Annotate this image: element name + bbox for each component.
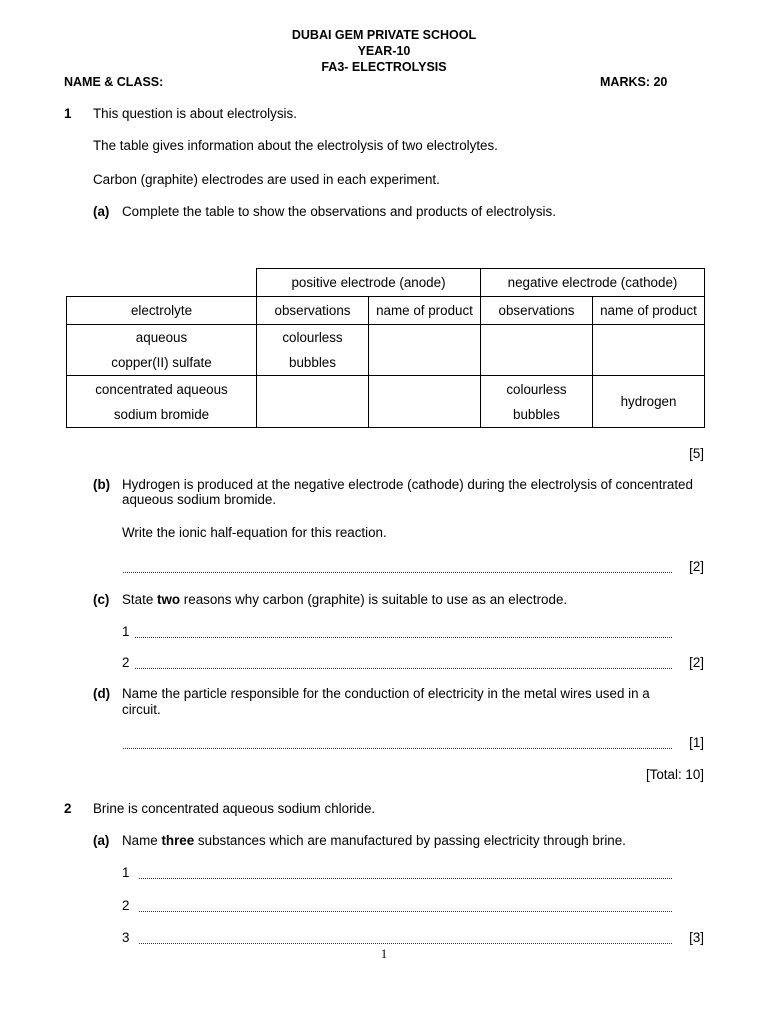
q1d-label: (d) (93, 686, 111, 701)
q1d-mark: [1] (689, 735, 704, 750)
page-number: 1 (380, 947, 388, 961)
electrolyte-line: aqueous (135, 330, 188, 345)
q1c-line-number-1: 1 (122, 624, 130, 639)
observation-line: colourless (282, 330, 343, 345)
question-2-number: 2 (64, 801, 72, 816)
q1-intro: This question is about electrolysis. (93, 106, 297, 121)
q2a-answer-line-2[interactable] (139, 911, 672, 912)
q1b-label: (b) (93, 477, 111, 492)
q1d-answer-line[interactable] (123, 748, 672, 749)
q2a-line-number-2: 2 (122, 898, 130, 913)
table-row (67, 325, 705, 376)
q1c-text-emphasis: two (157, 592, 181, 607)
electrolyte-cell (67, 376, 257, 428)
q2a-line-number-3: 3 (122, 930, 130, 945)
cathode-observation-cell (481, 376, 593, 428)
observation-line: bubbles (513, 406, 560, 422)
anode-header: positive electrode (anode) (257, 269, 481, 297)
col-anode-observations: observations (257, 297, 369, 325)
q1b-answer-line[interactable] (123, 572, 672, 573)
q2-intro: Brine is concentrated aqueous sodium chloride. (93, 801, 376, 816)
q1c-text-post: reasons why carbon (graphite) is suitable to use as an electrode. (180, 592, 568, 607)
year-heading: YEAR-10 (357, 44, 411, 58)
electrolyte-line: copper(II) sulfate (111, 355, 212, 370)
anode-product-cell[interactable] (369, 376, 481, 428)
marks-label: MARKS: 20 (600, 75, 668, 89)
cathode-header: negative electrode (cathode) (481, 269, 705, 297)
electrolysis-table (66, 268, 705, 428)
q1-total: [Total: 10] (645, 767, 704, 782)
cathode-observation-cell[interactable] (481, 325, 593, 376)
q1d-text-line2: circuit. (122, 702, 161, 717)
question-1-number: 1 (64, 106, 72, 121)
cathode-product-cell[interactable] (593, 325, 705, 376)
q1c-answer-line-2[interactable] (135, 668, 672, 669)
cathode-product-cell: hydrogen (593, 376, 705, 428)
q1c-answer-line-1[interactable] (135, 637, 672, 638)
q2a-answer-line-3[interactable] (139, 943, 672, 944)
table-corner-blank (67, 269, 257, 297)
q1c-line-number-2: 2 (122, 655, 130, 670)
q1d-text-line1: Name the particle responsible for the conduction of electricity in the metal wires used in a (122, 686, 650, 701)
q1b-text-line1: Hydrogen is produced at the negative electrode (cathode) during the electrolysis of concentrated (122, 477, 693, 492)
q1c-mark: [2] (689, 655, 704, 670)
q1b-text-line2: aqueous sodium bromide. (122, 492, 277, 507)
anode-observation-cell (257, 325, 369, 376)
q2a-answer-line-1[interactable] (139, 878, 672, 879)
q2a-label: (a) (93, 833, 110, 848)
q1a-text: Complete the table to show the observations and products of electrolysis. (122, 204, 556, 219)
q2a-text-emphasis: three (161, 833, 195, 848)
q1-table-intro: The table gives information about the electrolysis of two electrolytes. (93, 138, 498, 153)
q2a-mark: [3] (689, 930, 704, 945)
anode-observation-cell[interactable] (257, 376, 369, 428)
q2a-text (122, 833, 626, 848)
q1b-mark: [2] (689, 559, 704, 574)
col-anode-product: name of product (369, 297, 481, 325)
q1a-mark: [5] (689, 446, 704, 461)
anode-product-cell[interactable] (369, 325, 481, 376)
q1a-label: (a) (93, 204, 110, 219)
q1c-text (122, 592, 567, 607)
q2a-text-post: substances which are manufactured by passing electricity through brine. (194, 833, 626, 848)
col-cathode-product: name of product (593, 297, 705, 325)
observation-line: bubbles (289, 355, 336, 370)
assessment-title: FA3- ELECTROLYSIS (321, 60, 447, 74)
school-name: DUBAI GEM PRIVATE SCHOOL (291, 28, 477, 42)
q2a-line-number-1: 1 (122, 865, 130, 880)
col-electrolyte: electrolyte (67, 297, 257, 325)
q1-electrodes-text: Carbon (graphite) electrodes are used in each experiment. (93, 172, 440, 187)
electrolyte-line: sodium bromide (113, 406, 210, 422)
q1c-text-pre: State (122, 592, 157, 607)
table-row (67, 376, 705, 428)
col-cathode-observations: observations (481, 297, 593, 325)
electrolyte-cell (67, 325, 257, 376)
electrolyte-line: concentrated aqueous (95, 381, 228, 397)
observation-line: colourless (506, 381, 567, 397)
q1c-label: (c) (93, 592, 110, 607)
q1b-instruction: Write the ionic half-equation for this reaction. (122, 525, 387, 540)
q2a-text-pre: Name (122, 833, 162, 848)
name-class-label: NAME & CLASS: (64, 75, 164, 89)
